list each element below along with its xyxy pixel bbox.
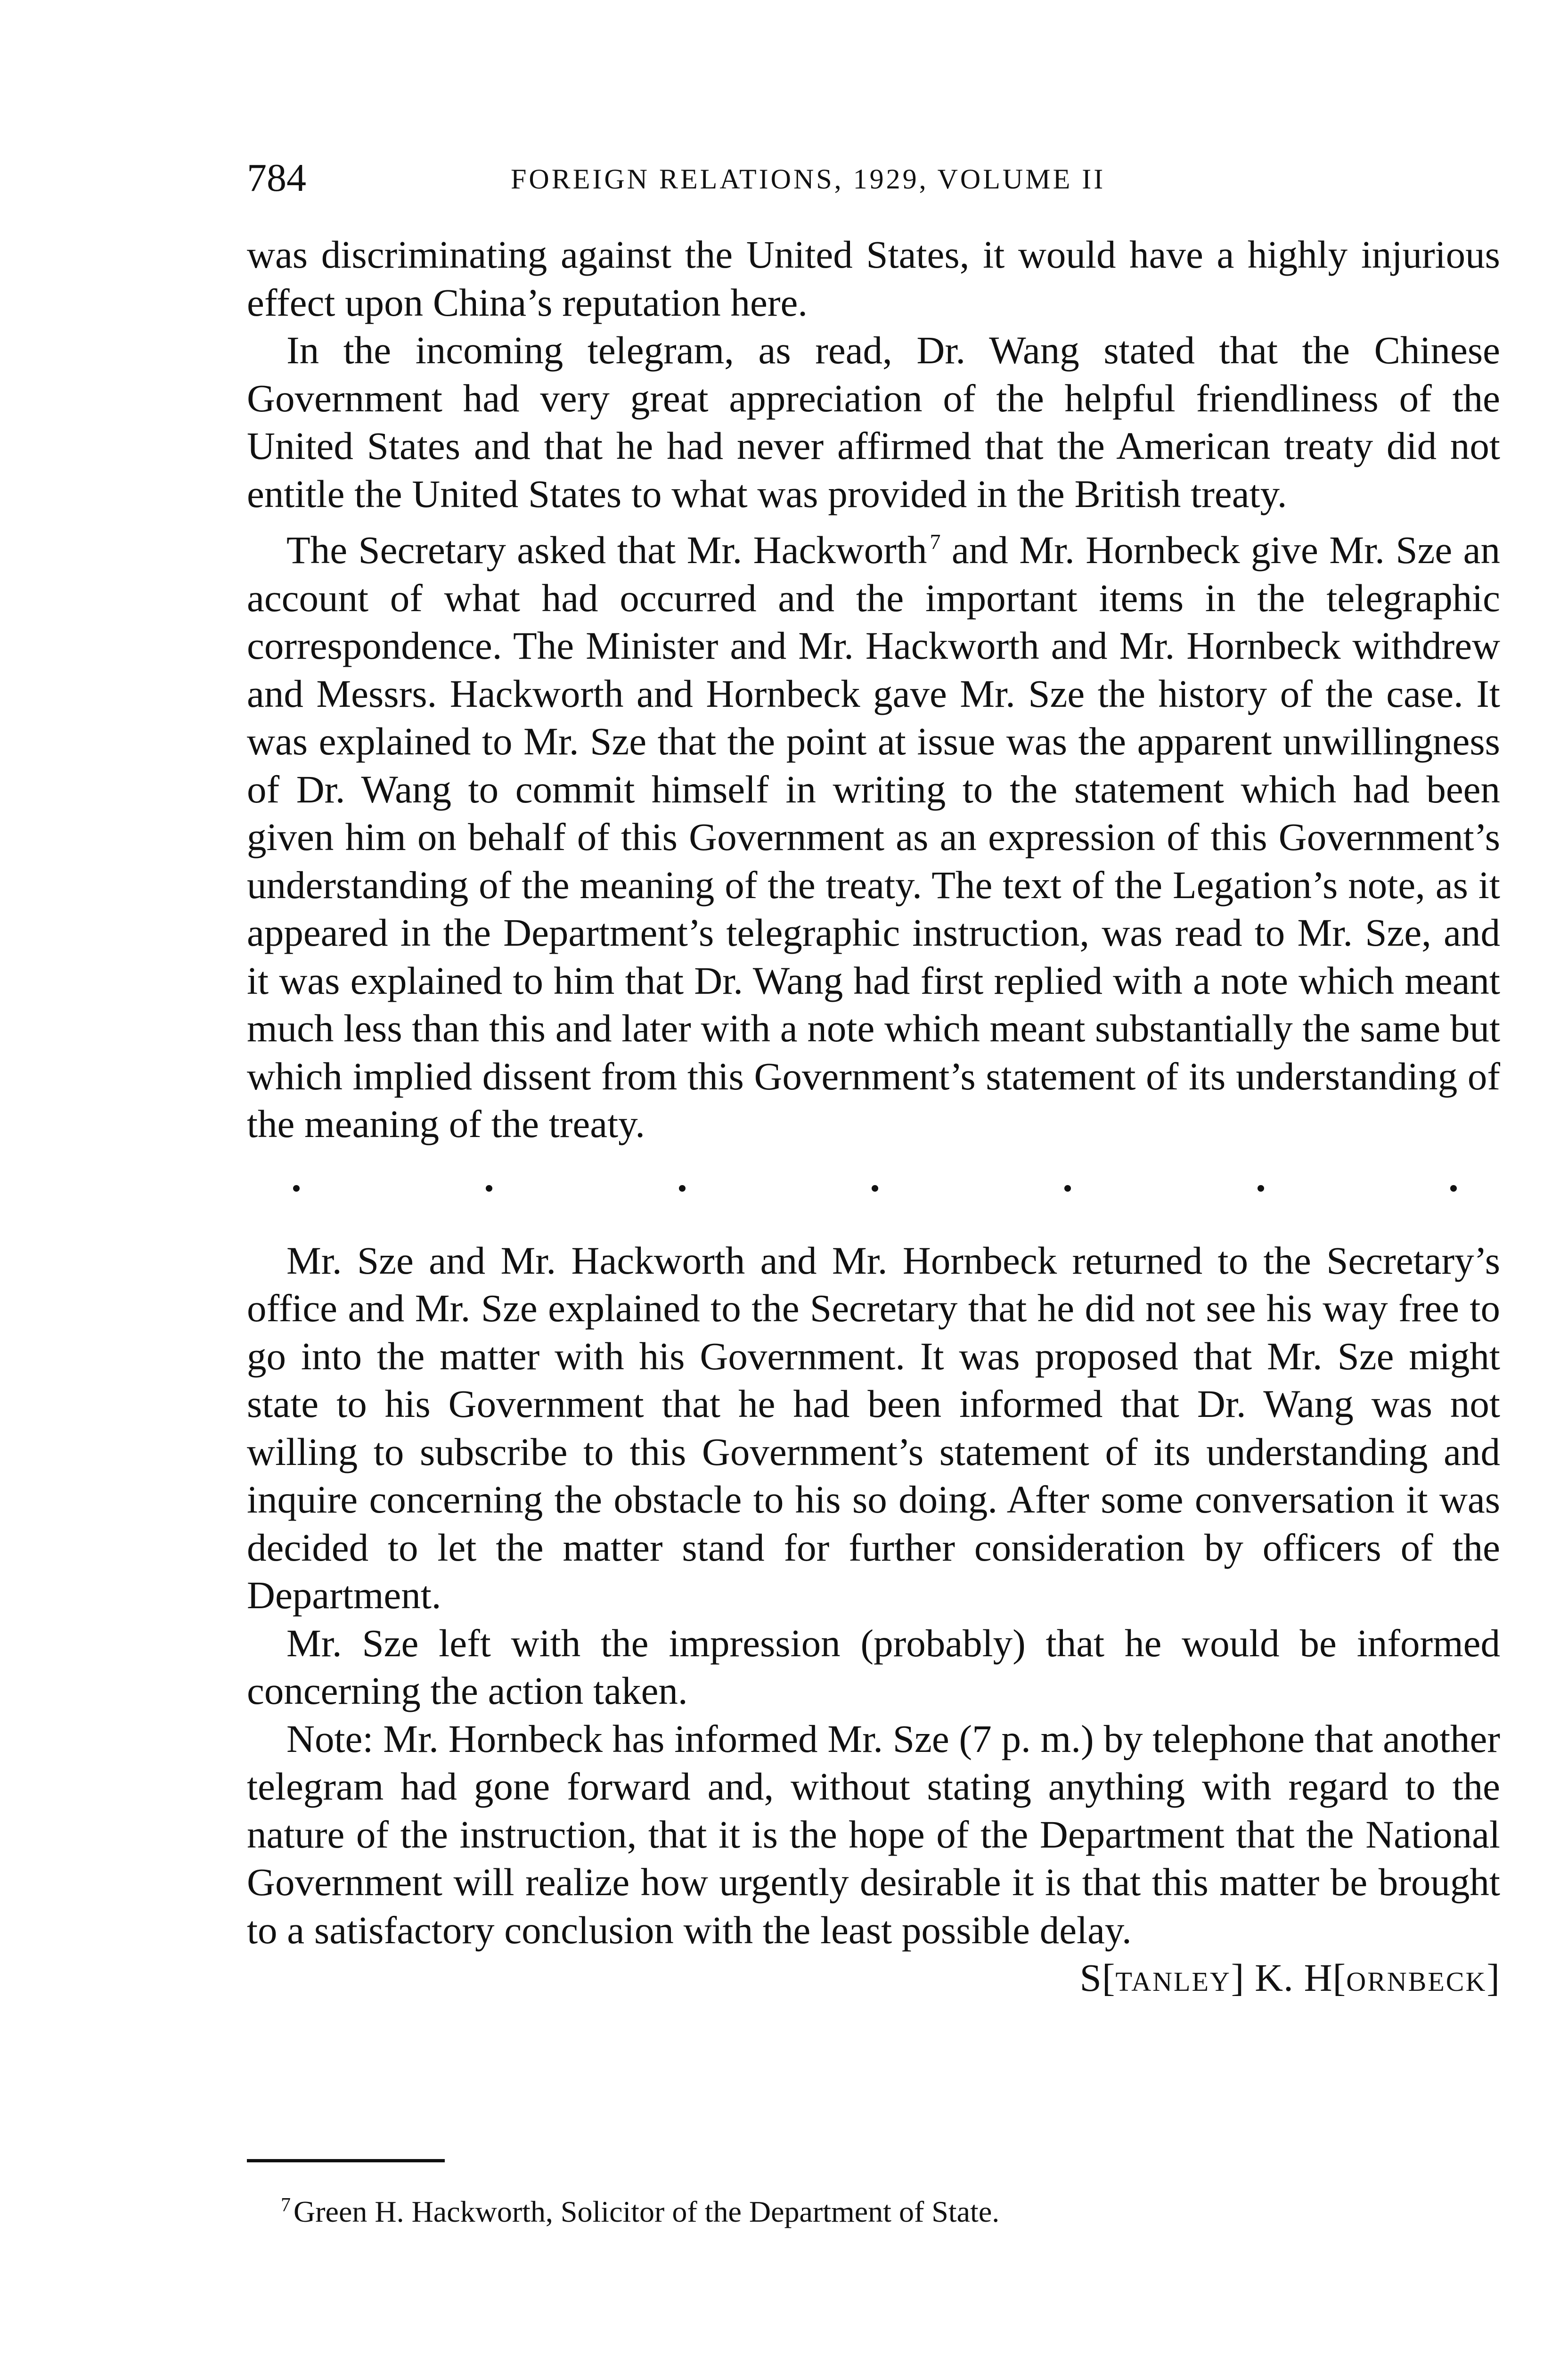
signature-part: S[ — [1079, 1956, 1116, 1999]
ellipsis-dot — [872, 1185, 878, 1192]
footnote — [281, 2186, 1496, 2231]
page-number: 784 — [247, 156, 306, 200]
paragraph-return-to-office: Mr. Sze and Mr. Hackworth and Mr. Hornbeck returned to the Secretary’s office and Mr. Sze explained to the Secretary that he did not see his way free to go into the matter with his Government. It was proposed that Mr. Sze might state to his Government that he had been informed that Dr. Wang was not willing to subscribe to this Government’s statement of its understanding and inquire concerning the obstacle to his so doing. After some conversation it was decided to let the matter stand for further consideration by officers of the Department. — [247, 1238, 1500, 1617]
ellipsis-dot — [679, 1185, 686, 1192]
ellipsis-dot — [1450, 1185, 1457, 1192]
ellipsis-dot — [293, 1185, 300, 1192]
signature-small-caps: TANLEY — [1115, 1966, 1231, 1997]
signature-part: ] K. H[ — [1231, 1956, 1347, 1999]
paragraph-incoming-telegram: In the incoming telegram, as read, Dr. Wang stated that the Chinese Government had very great appreciation of the helpful friendliness of the United States and that he had never affirmed that the American treaty did not entitle the United States to what was provided in the British treaty. — [247, 328, 1500, 515]
signature-part: ] — [1486, 1956, 1500, 1999]
omission-ellipsis — [293, 1176, 1457, 1218]
ellipsis-dot — [1064, 1185, 1071, 1192]
footnote-reference: 7 — [930, 530, 941, 554]
paragraph-text-after-ref: and Mr. Hornbeck give Mr. Sze an account of what had occurred and the important items in the telegraphic correspondence. The Minister and Mr. Hackworth and Mr. Hornbeck withdrew and Messrs. Hackworth and Hornbeck gave Mr. Sze the history of the case. It was explained to Mr. Sze that the point at issue was the apparent unwillingness of Dr. Wang to commit himself in writing to the statement which had been given him on behalf of this Government as an expression of this Government’s understanding of the meaning of the treaty. The text of the Legation’s note, as it appeared in the Department’s telegraphic instruction, was read to Mr. Sze, and it was explained to him that Dr. Wang had first replied with a note which meant much less than this and later with a note which meant substantially the same but which implied dissent from this Government’s statement of its understanding of the meaning of the treaty. — [247, 528, 1501, 1145]
signature-small-caps: ORNBECK — [1346, 1966, 1487, 1997]
paragraph-text-before-ref: The Secretary asked that Mr. Hackworth — [286, 528, 927, 572]
body-text — [247, 231, 1500, 2006]
paragraph-note: Note: Mr. Hornbeck has informed Mr. Sze (7 p. m.) by telephone that another telegram had gone forward and, without stating anything with regard to the nature of the instruction, that it is the hope of the Department that the National Government will realize how urgently desirable it is that this matter be brought to a satisfactory conclusion with the least possible delay. — [247, 1717, 1500, 1952]
footnote-mark: 7 — [281, 2194, 291, 2216]
ellipsis-dot — [1258, 1185, 1264, 1192]
paragraph-sze-left: Mr. Sze left with the impression (probably) that he would be informed concerning the action taken. — [247, 1621, 1500, 1712]
footnote-divider — [247, 2159, 445, 2162]
footnote-text: Green H. Hackworth, Solicitor of the Department of State. — [294, 2195, 1000, 2228]
running-title: FOREIGN RELATIONS, 1929, VOLUME II — [511, 164, 1106, 195]
ellipsis-dot — [486, 1185, 492, 1192]
signature — [247, 1954, 1500, 2006]
paragraph-secretary-request — [247, 518, 1500, 1148]
running-head — [247, 155, 1500, 206]
paragraph-continued: was discriminating against the United States, it would have a highly injurious effect upon China’s reputation here. — [247, 233, 1500, 324]
